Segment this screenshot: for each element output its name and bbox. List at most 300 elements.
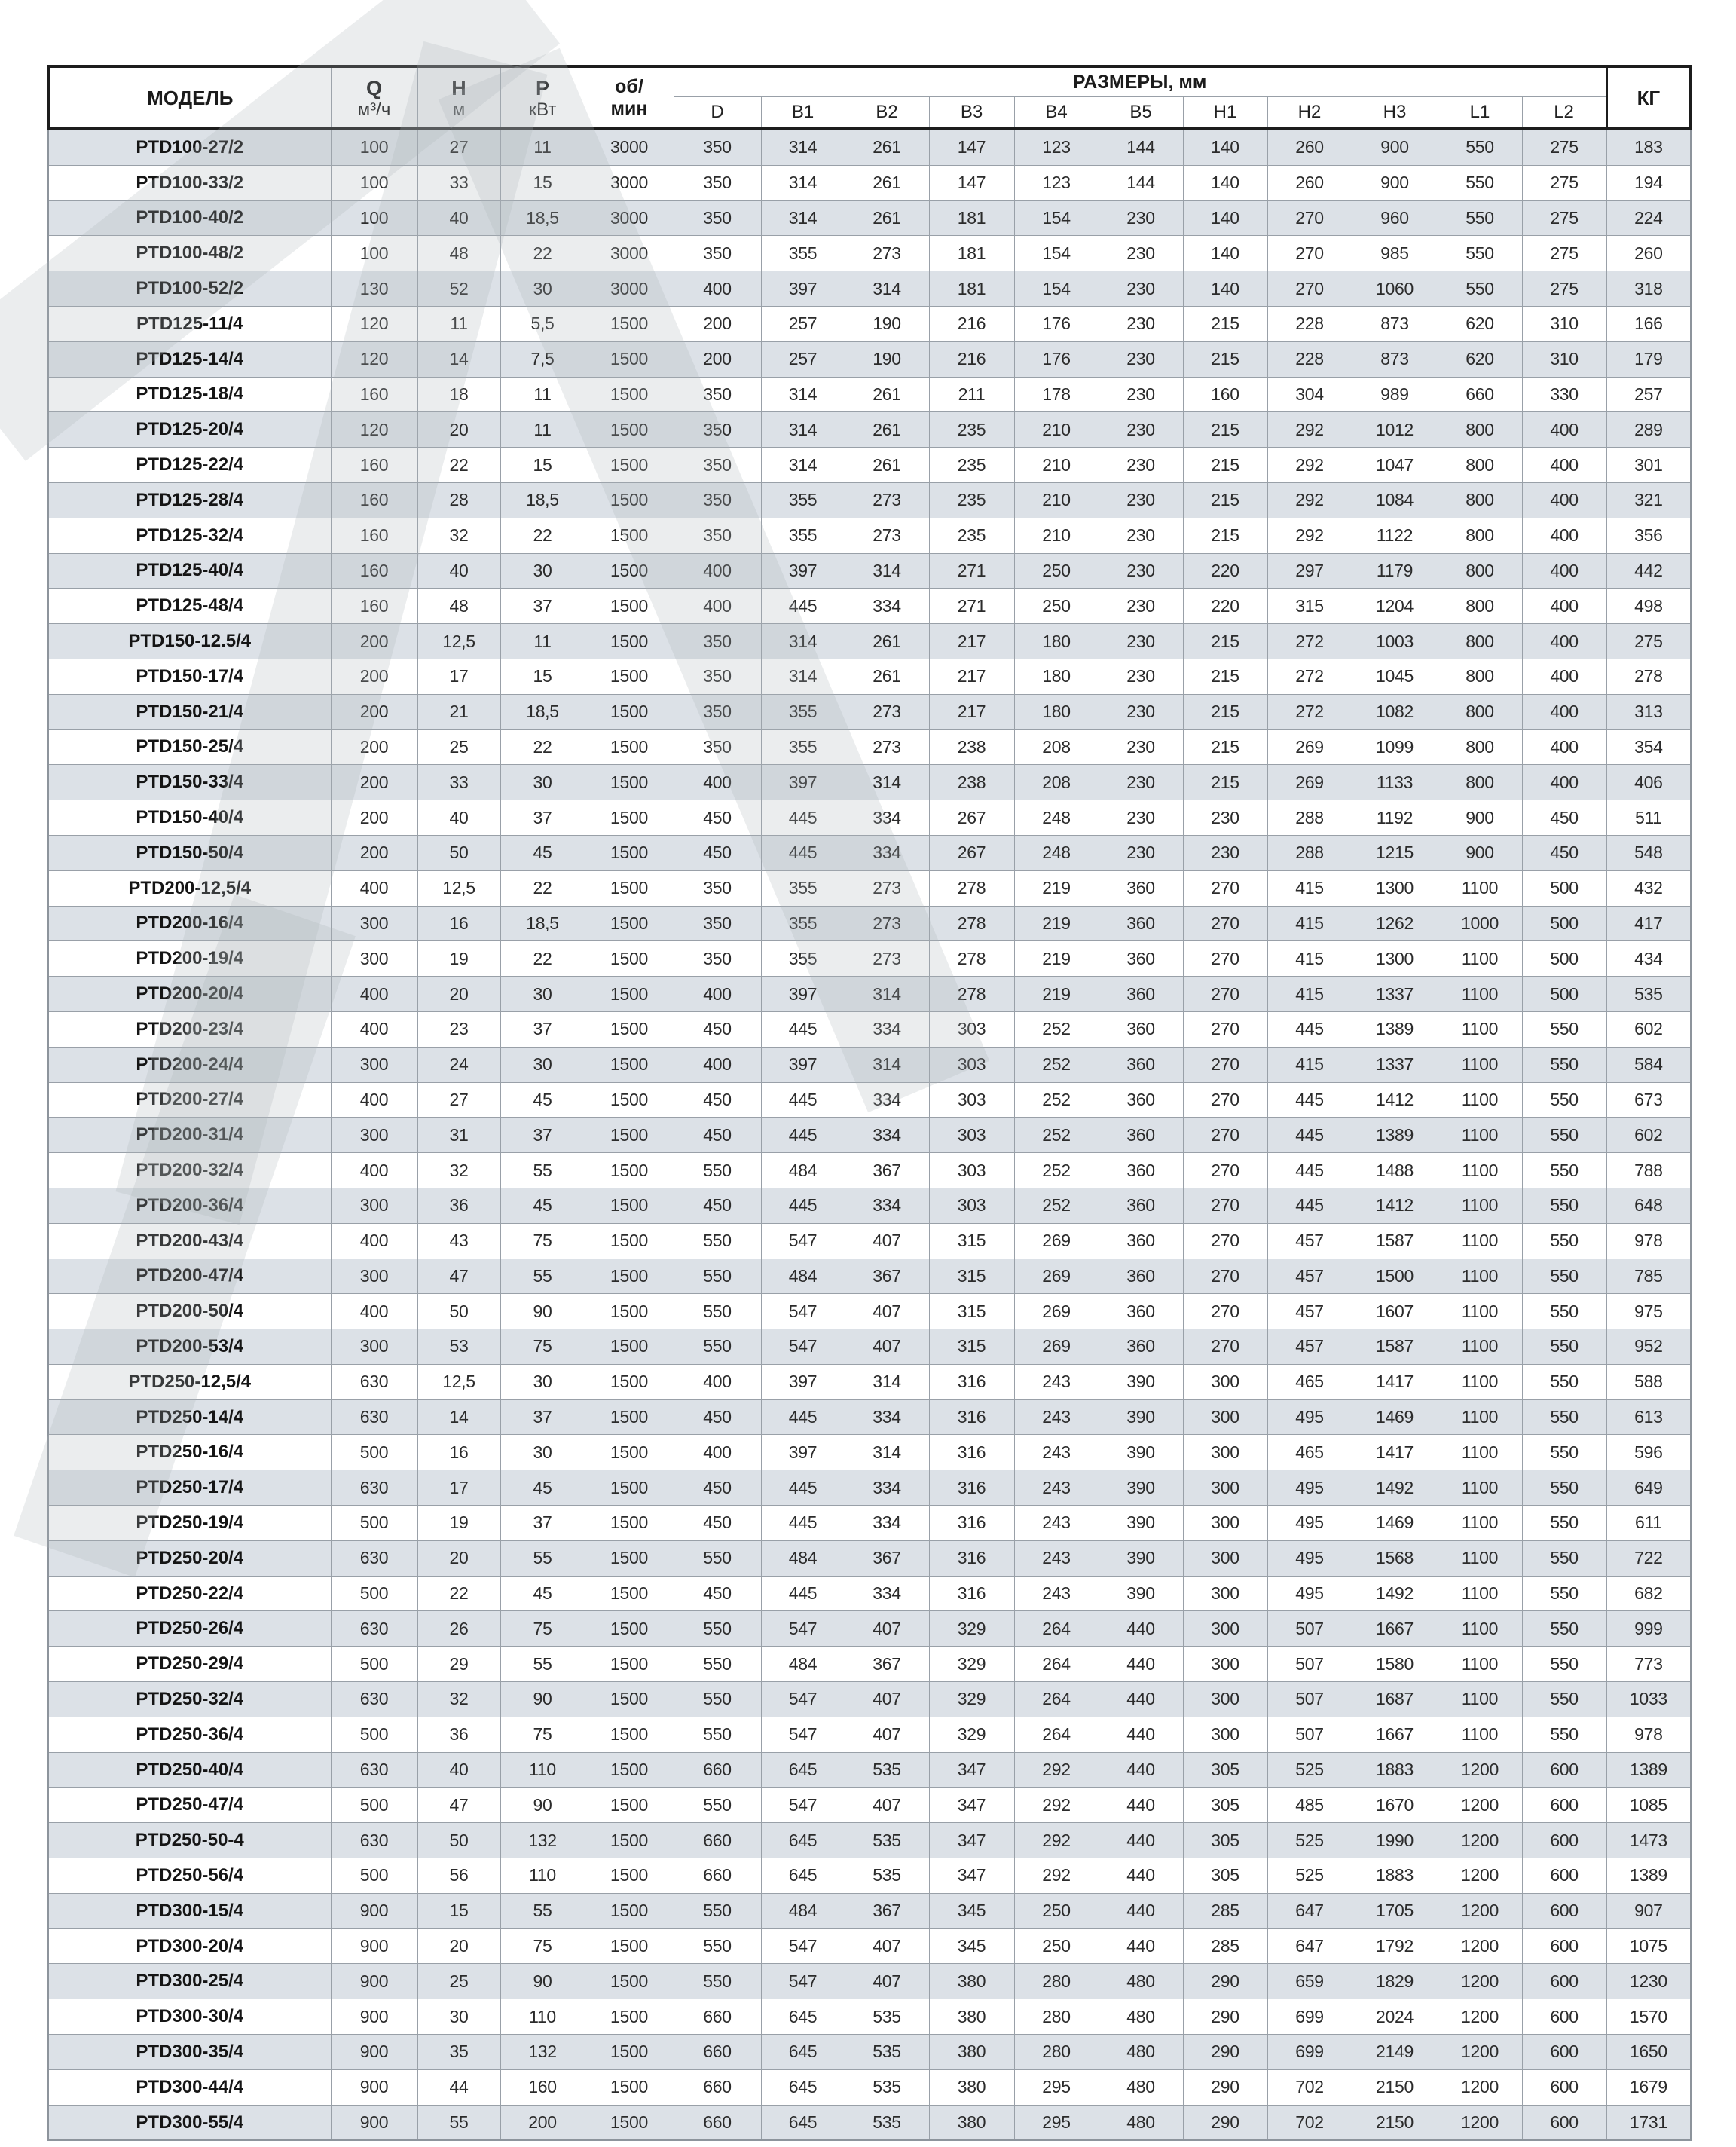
value-cell: 45 (500, 1188, 585, 1223)
value-cell: 55 (500, 1540, 585, 1576)
value-cell: 367 (845, 1647, 929, 1682)
value-cell: 257 (1606, 377, 1691, 412)
value-cell: 550 (1522, 1188, 1606, 1223)
value-cell: 314 (845, 1047, 929, 1082)
value-cell: 235 (929, 448, 1014, 483)
value-cell: 440 (1099, 1717, 1183, 1752)
value-cell: 355 (761, 518, 845, 553)
table-row (48, 448, 1691, 483)
value-cell: 550 (674, 1611, 761, 1647)
value-cell: 407 (845, 1964, 929, 1999)
value-cell: 380 (929, 2105, 1014, 2140)
value-cell: 194 (1606, 165, 1691, 200)
value-cell: 1500 (585, 1047, 674, 1082)
value-cell: 270 (1183, 906, 1267, 941)
value-cell: 1100 (1438, 1682, 1522, 1717)
value-cell: 314 (845, 271, 929, 307)
value-cell: 450 (674, 800, 761, 836)
value-cell: 334 (845, 1576, 929, 1611)
value-cell: 500 (331, 1717, 417, 1752)
value-cell: 90 (500, 1294, 585, 1329)
model-cell: PTD200-32/4 (48, 1153, 331, 1188)
value-cell: 1492 (1352, 1470, 1438, 1506)
model-cell: PTD250-47/4 (48, 1788, 331, 1823)
value-cell: 900 (331, 1999, 417, 2035)
table-row (48, 129, 1691, 165)
h-header-label: Н (451, 76, 466, 99)
table-row (48, 1788, 1691, 1823)
value-cell: 630 (331, 1752, 417, 1788)
table-row (48, 1717, 1691, 1752)
value-cell: 305 (1183, 1752, 1267, 1788)
value-cell: 360 (1099, 1259, 1183, 1294)
value-cell: 270 (1183, 941, 1267, 977)
value-cell: 440 (1099, 1788, 1183, 1823)
model-cell: PTD125-14/4 (48, 341, 331, 377)
value-cell: 975 (1606, 1294, 1691, 1329)
model-cell: PTD250-40/4 (48, 1752, 331, 1788)
value-cell: 550 (1522, 1118, 1606, 1153)
value-cell: 11 (500, 377, 585, 412)
value-cell: 230 (1099, 800, 1183, 836)
model-cell: PTD250-32/4 (48, 1682, 331, 1717)
value-cell: 295 (1014, 2105, 1099, 2140)
value-cell: 43 (417, 1223, 500, 1259)
value-cell: 457 (1267, 1223, 1352, 1259)
value-cell: 75 (500, 1223, 585, 1259)
value-cell: 445 (761, 1082, 845, 1118)
value-cell: 37 (500, 1399, 585, 1435)
value-cell: 275 (1522, 236, 1606, 271)
value-cell: 271 (929, 553, 1014, 589)
value-cell: 123 (1014, 129, 1099, 165)
value-cell: 18,5 (500, 694, 585, 729)
value-cell: 210 (1014, 412, 1099, 448)
model-cell: PTD100-48/2 (48, 236, 331, 271)
value-cell: 303 (929, 1047, 1014, 1082)
value-cell: 989 (1352, 377, 1438, 412)
value-cell: 288 (1267, 835, 1352, 870)
value-cell: 50 (417, 1823, 500, 1858)
value-cell: 550 (1522, 1329, 1606, 1365)
value-cell: 1500 (585, 1964, 674, 1999)
model-cell: PTD150-12.5/4 (48, 624, 331, 659)
value-cell: 900 (1352, 165, 1438, 200)
value-cell: 442 (1606, 553, 1691, 589)
value-cell: 200 (500, 2105, 585, 2140)
table-row (48, 1011, 1691, 1047)
value-cell: 210 (1014, 482, 1099, 518)
value-cell: 273 (845, 518, 929, 553)
value-cell: 380 (929, 2035, 1014, 2070)
value-cell: 316 (929, 1364, 1014, 1399)
value-cell: 550 (1522, 1294, 1606, 1329)
value-cell: 1500 (585, 1082, 674, 1118)
value-cell: 415 (1267, 906, 1352, 941)
value-cell: 181 (929, 271, 1014, 307)
value-cell: 660 (674, 1858, 761, 1894)
value-cell: 310 (1522, 341, 1606, 377)
value-cell: 367 (845, 1259, 929, 1294)
value-cell: 264 (1014, 1647, 1099, 1682)
col-header-b2: B2 (845, 97, 929, 130)
value-cell: 800 (1438, 765, 1522, 800)
value-cell: 440 (1099, 1858, 1183, 1894)
table-row (48, 694, 1691, 729)
value-cell: 48 (417, 236, 500, 271)
value-cell: 350 (674, 659, 761, 694)
value-cell: 314 (761, 200, 845, 236)
value-cell: 1100 (1438, 1047, 1522, 1082)
value-cell: 1033 (1606, 1682, 1691, 1717)
value-cell: 235 (929, 412, 1014, 448)
value-cell: 316 (929, 1470, 1014, 1506)
value-cell: 272 (1267, 694, 1352, 729)
value-cell: 900 (331, 2035, 417, 2070)
value-cell: 390 (1099, 1540, 1183, 1576)
col-header-h1: H1 (1183, 97, 1267, 130)
value-cell: 181 (929, 236, 1014, 271)
table-row (48, 341, 1691, 377)
value-cell: 647 (1267, 1928, 1352, 1964)
value-cell: 31 (417, 1118, 500, 1153)
value-cell: 300 (1183, 1470, 1267, 1506)
value-cell: 1670 (1352, 1788, 1438, 1823)
value-cell: 550 (674, 1893, 761, 1928)
value-cell: 445 (761, 1576, 845, 1611)
value-cell: 216 (929, 341, 1014, 377)
value-cell: 1500 (585, 870, 674, 906)
value-cell: 1412 (1352, 1188, 1438, 1223)
value-cell: 500 (1522, 941, 1606, 977)
value-cell: 275 (1522, 129, 1606, 165)
value-cell: 600 (1522, 1752, 1606, 1788)
table-row (48, 1399, 1691, 1435)
value-cell: 12,5 (417, 624, 500, 659)
value-cell: 35 (417, 2035, 500, 2070)
value-cell: 450 (674, 1188, 761, 1223)
value-cell: 314 (761, 659, 845, 694)
value-cell: 257 (761, 306, 845, 341)
value-cell: 2024 (1352, 1999, 1438, 2035)
model-cell: PTD100-52/2 (48, 271, 331, 307)
value-cell: 90 (500, 1682, 585, 1717)
value-cell: 5,5 (500, 306, 585, 341)
value-cell: 160 (331, 589, 417, 624)
table-row (48, 977, 1691, 1012)
value-cell: 645 (761, 1999, 845, 2035)
value-cell: 303 (929, 1188, 1014, 1223)
table-row (48, 1576, 1691, 1611)
q-header-label: Q (365, 76, 382, 99)
value-cell: 292 (1267, 448, 1352, 483)
q-header-unit: м³/ч (357, 99, 391, 120)
value-cell: 211 (929, 377, 1014, 412)
value-cell: 90 (500, 1964, 585, 1999)
value-cell: 900 (331, 1928, 417, 1964)
value-cell: 645 (761, 1752, 845, 1788)
value-cell: 1667 (1352, 1717, 1438, 1752)
value-cell: 800 (1438, 448, 1522, 483)
col-header-d: D (674, 97, 761, 130)
value-cell: 417 (1606, 906, 1691, 941)
value-cell: 1500 (585, 1294, 674, 1329)
table-row (48, 835, 1691, 870)
value-cell: 230 (1099, 341, 1183, 377)
value-cell: 630 (331, 1364, 417, 1399)
value-cell: 550 (1522, 1047, 1606, 1082)
value-cell: 1500 (585, 1188, 674, 1223)
value-cell: 144 (1099, 129, 1183, 165)
value-cell: 1883 (1352, 1858, 1438, 1894)
col-header-l2: L2 (1522, 97, 1606, 130)
col-header-kg (1606, 66, 1691, 129)
value-cell: 190 (845, 341, 929, 377)
value-cell: 200 (331, 800, 417, 836)
value-cell: 1990 (1352, 1823, 1438, 1858)
value-cell: 400 (331, 1294, 417, 1329)
value-cell: 215 (1183, 482, 1267, 518)
value-cell: 278 (929, 870, 1014, 906)
value-cell: 1100 (1438, 1364, 1522, 1399)
value-cell: 3000 (585, 236, 674, 271)
value-cell: 55 (500, 1893, 585, 1928)
value-cell: 602 (1606, 1011, 1691, 1047)
value-cell: 243 (1014, 1470, 1099, 1506)
value-cell: 400 (331, 1153, 417, 1188)
value-cell: 217 (929, 659, 1014, 694)
value-cell: 660 (674, 2069, 761, 2105)
value-cell: 3000 (585, 200, 674, 236)
value-cell: 407 (845, 1329, 929, 1365)
value-cell: 588 (1606, 1364, 1691, 1399)
value-cell: 243 (1014, 1435, 1099, 1470)
col-header-h (417, 66, 500, 129)
value-cell: 300 (331, 1329, 417, 1365)
col-header-b3: B3 (929, 97, 1014, 130)
value-cell: 457 (1267, 1259, 1352, 1294)
value-cell: 17 (417, 659, 500, 694)
value-cell: 36 (417, 1188, 500, 1223)
model-cell: PTD200-23/4 (48, 1011, 331, 1047)
value-cell: 1500 (585, 941, 674, 977)
table-row (48, 412, 1691, 448)
value-cell: 647 (1267, 1893, 1352, 1928)
value-cell: 550 (1522, 1540, 1606, 1576)
value-cell: 50 (417, 1294, 500, 1329)
value-cell: 495 (1267, 1399, 1352, 1435)
value-cell: 1500 (585, 2105, 674, 2140)
value-cell: 1500 (585, 412, 674, 448)
value-cell: 360 (1099, 941, 1183, 977)
value-cell: 314 (761, 448, 845, 483)
value-cell: 219 (1014, 977, 1099, 1012)
value-cell: 1200 (1438, 1928, 1522, 1964)
value-cell: 550 (674, 1928, 761, 1964)
model-cell: PTD150-50/4 (48, 835, 331, 870)
value-cell: 314 (761, 377, 845, 412)
value-cell: 380 (929, 1999, 1014, 2035)
value-cell: 1500 (585, 1928, 674, 1964)
value-cell: 1500 (585, 906, 674, 941)
value-cell: 314 (761, 412, 845, 448)
value-cell: 1100 (1438, 1470, 1522, 1506)
value-cell: 547 (761, 1611, 845, 1647)
value-cell: 660 (674, 2035, 761, 2070)
value-cell: 1705 (1352, 1893, 1438, 1928)
value-cell: 347 (929, 1788, 1014, 1823)
rpm-header-line1: об/ (615, 75, 643, 97)
value-cell: 550 (1522, 1082, 1606, 1118)
value-cell: 130 (331, 271, 417, 307)
table-row (48, 1682, 1691, 1717)
value-cell: 30 (500, 271, 585, 307)
table-row (48, 1823, 1691, 1858)
value-cell: 355 (761, 482, 845, 518)
value-cell: 699 (1267, 2035, 1352, 2070)
model-cell: PTD125-11/4 (48, 306, 331, 341)
value-cell: 550 (674, 1153, 761, 1188)
value-cell: 450 (674, 1470, 761, 1506)
value-cell: 303 (929, 1082, 1014, 1118)
value-cell: 219 (1014, 906, 1099, 941)
value-cell: 147 (929, 165, 1014, 200)
value-cell: 329 (929, 1647, 1014, 1682)
value-cell: 252 (1014, 1011, 1099, 1047)
value-cell: 23 (417, 1011, 500, 1047)
value-cell: 301 (1606, 448, 1691, 483)
value-cell: 2150 (1352, 2069, 1438, 2105)
value-cell: 907 (1606, 1893, 1691, 1928)
value-cell: 3000 (585, 165, 674, 200)
value-cell: 16 (417, 906, 500, 941)
value-cell: 252 (1014, 1118, 1099, 1153)
value-cell: 243 (1014, 1364, 1099, 1399)
value-cell: 334 (845, 800, 929, 836)
value-cell: 238 (929, 765, 1014, 800)
value-cell: 350 (674, 518, 761, 553)
value-cell: 215 (1183, 765, 1267, 800)
value-cell: 354 (1606, 729, 1691, 765)
value-cell: 1337 (1352, 1047, 1438, 1082)
value-cell: 230 (1099, 589, 1183, 624)
value-cell: 682 (1606, 1576, 1691, 1611)
model-cell: PTD250-36/4 (48, 1717, 331, 1752)
value-cell: 1500 (585, 800, 674, 836)
value-cell: 215 (1183, 412, 1267, 448)
value-cell: 280 (1014, 1999, 1099, 2035)
value-cell: 230 (1183, 835, 1267, 870)
col-header-b5: B5 (1099, 97, 1183, 130)
value-cell: 1100 (1438, 870, 1522, 906)
value-cell: 1500 (585, 1647, 674, 1682)
model-cell: PTD100-33/2 (48, 165, 331, 200)
value-cell: 350 (674, 412, 761, 448)
value-cell: 329 (929, 1682, 1014, 1717)
table-row (48, 1858, 1691, 1894)
value-cell: 450 (674, 1506, 761, 1541)
value-cell: 397 (761, 765, 845, 800)
model-cell: PTD250-20/4 (48, 1540, 331, 1576)
value-cell: 334 (845, 1082, 929, 1118)
value-cell: 21 (417, 694, 500, 729)
value-cell: 45 (500, 1082, 585, 1118)
value-cell: 270 (1183, 1153, 1267, 1188)
value-cell: 1500 (585, 589, 674, 624)
value-cell: 47 (417, 1259, 500, 1294)
value-cell: 450 (674, 1576, 761, 1611)
value-cell: 261 (845, 412, 929, 448)
value-cell: 550 (1522, 1506, 1606, 1541)
value-cell: 1500 (585, 1259, 674, 1294)
value-cell: 397 (761, 553, 845, 589)
value-cell: 999 (1606, 1611, 1691, 1647)
pump-spec-table (47, 65, 1692, 2141)
table-row (48, 1118, 1691, 1153)
value-cell: 20 (417, 977, 500, 1012)
value-cell: 329 (929, 1717, 1014, 1752)
value-cell: 584 (1606, 1047, 1691, 1082)
value-cell: 630 (331, 1823, 417, 1858)
value-cell: 334 (845, 1011, 929, 1047)
value-cell: 32 (417, 1153, 500, 1188)
value-cell: 14 (417, 341, 500, 377)
value-cell: 300 (1183, 1611, 1267, 1647)
value-cell: 3000 (585, 129, 674, 165)
value-cell: 154 (1014, 200, 1099, 236)
value-cell: 230 (1099, 448, 1183, 483)
value-cell: 270 (1183, 1082, 1267, 1118)
model-cell: PTD200-50/4 (48, 1294, 331, 1329)
col-header-rpm (585, 66, 674, 129)
value-cell: 547 (761, 1329, 845, 1365)
value-cell: 1262 (1352, 906, 1438, 941)
value-cell: 547 (761, 1964, 845, 1999)
value-cell: 445 (761, 1470, 845, 1506)
value-cell: 355 (761, 236, 845, 271)
value-cell: 600 (1522, 1858, 1606, 1894)
value-cell: 355 (761, 694, 845, 729)
value-cell: 315 (929, 1294, 1014, 1329)
col-header-model (48, 66, 331, 129)
value-cell: 407 (845, 1717, 929, 1752)
value-cell: 230 (1099, 200, 1183, 236)
value-cell: 29 (417, 1647, 500, 1682)
value-cell: 11 (500, 412, 585, 448)
value-cell: 45 (500, 1470, 585, 1506)
value-cell: 110 (500, 1752, 585, 1788)
value-cell: 1085 (1606, 1788, 1691, 1823)
value-cell: 305 (1183, 1788, 1267, 1823)
value-cell: 300 (331, 906, 417, 941)
value-cell: 100 (331, 236, 417, 271)
value-cell: 1230 (1606, 1964, 1691, 1999)
value-cell: 495 (1267, 1506, 1352, 1541)
value-cell: 600 (1522, 2069, 1606, 2105)
value-cell: 270 (1267, 271, 1352, 307)
value-cell: 228 (1267, 306, 1352, 341)
model-cell: PTD250-12,5/4 (48, 1364, 331, 1399)
value-cell: 230 (1099, 694, 1183, 729)
value-cell: 450 (674, 835, 761, 870)
value-cell: 75 (500, 1611, 585, 1647)
model-cell: PTD125-32/4 (48, 518, 331, 553)
value-cell: 314 (845, 553, 929, 589)
value-cell: 160 (331, 377, 417, 412)
value-cell: 360 (1099, 870, 1183, 906)
value-cell: 550 (1522, 1399, 1606, 1435)
table-row (48, 1752, 1691, 1788)
